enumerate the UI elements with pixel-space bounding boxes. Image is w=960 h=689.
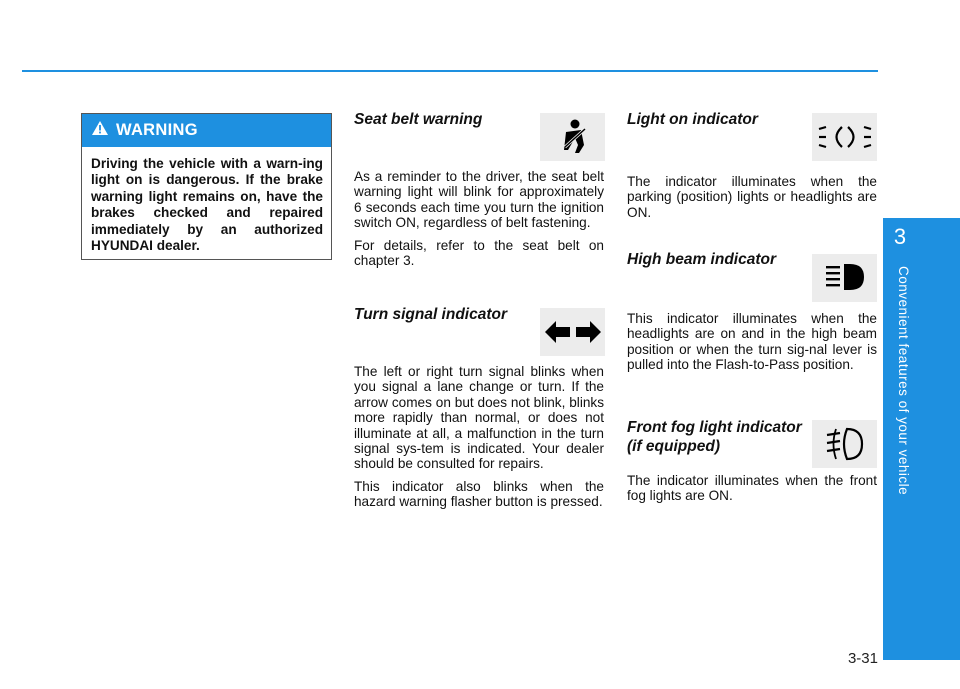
turn-signal-paragraph-1: The left or right turn signal blinks when you signal a lane change or turn. If the arrow comes on but does not blink, blinks more rapidly than normal, or does not illuminate at all, a malfunction in the turn signal sys-tem is indicated. Your dealer should be consulted for repairs. bbox=[354, 364, 604, 472]
turn-signal-paragraph-2: This indicator also blinks when the hazard warning flasher button is pressed. bbox=[354, 478, 604, 510]
seat-belt-paragraph-2: For details, refer to the seat belt on chapter 3. bbox=[354, 237, 604, 269]
warning-header bbox=[82, 114, 331, 147]
turn-signal-title: Turn signal indicator bbox=[354, 306, 508, 323]
seat-belt-paragraph-1: As a reminder to the driver, the seat belt warning light will blink for approximately 6 seconds each time you turn the ignition switch ON, regardless of belt fastening. bbox=[354, 169, 604, 231]
warning-triangle-icon bbox=[92, 121, 108, 140]
chapter-title: Convenient features of your vehicle bbox=[896, 266, 911, 496]
front-fog-paragraph: The indicator illuminates when the front fog lights are ON. bbox=[627, 473, 877, 504]
high-beam-icon bbox=[812, 254, 877, 302]
warning-text: Driving the vehicle with a warn-ing light on is dangerous. If the brake warning light remains on, have the brakes checked and repaired immediately by an authorized HYUNDAI dealer. bbox=[91, 156, 323, 254]
light-on-paragraph: The indicator illuminates when the parking (position) lights or headlights are ON. bbox=[627, 174, 877, 220]
front-fog-title-line-1: Front fog light indicator bbox=[627, 419, 802, 436]
seat-belt-title: Seat belt warning bbox=[354, 111, 483, 128]
top-rule bbox=[22, 70, 878, 72]
front-fog-light-icon bbox=[812, 420, 877, 468]
light-on-title: Light on indicator bbox=[627, 111, 758, 128]
high-beam-paragraph: This indicator illuminates when the headlights are on and in the high beam position or when the turn sig-nal lever is pulled into the Flash-to-Pass position. bbox=[627, 311, 877, 373]
turn-signal-arrows-icon bbox=[540, 308, 605, 356]
seat-belt-icon bbox=[540, 113, 605, 161]
page-number: 3-31 bbox=[847, 650, 878, 667]
high-beam-title: High beam indicator bbox=[627, 251, 776, 268]
front-fog-title-line-2: (if equipped) bbox=[627, 438, 720, 455]
chapter-number: 3 bbox=[893, 224, 907, 249]
warning-box bbox=[81, 113, 332, 260]
warning-title: WARNING bbox=[116, 121, 198, 139]
position-light-icon bbox=[812, 113, 877, 161]
chapter-side-tab bbox=[883, 218, 960, 660]
